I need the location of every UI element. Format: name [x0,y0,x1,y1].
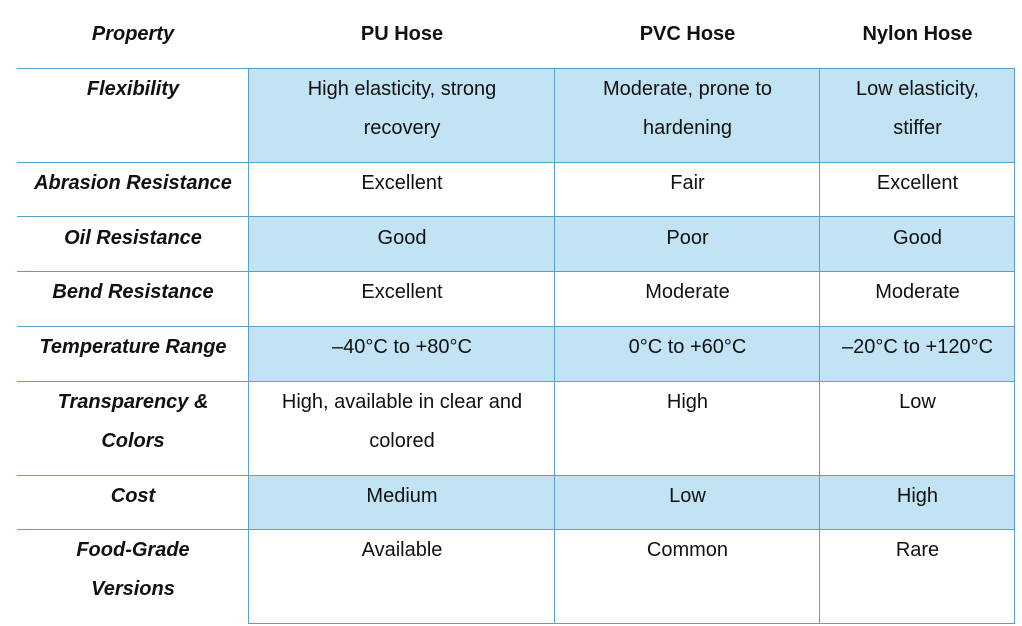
cell-pu: Excellent [361,281,443,303]
cell-pu: Good [377,227,427,249]
cell-pu: –40°C to +80°C [332,336,472,358]
cell-pvc: Common [646,539,729,561]
cell-nylon: Excellent [876,172,959,194]
row-property-label: Transparency & Colors [57,391,209,452]
header-pvc-hose: PVC Hose [639,23,736,45]
cell-nylon: Moderate [875,281,960,303]
cell-pvc: Moderate, prone to hardening [603,78,772,139]
cell-nylon: –20°C to +120°C [841,336,994,358]
row-divider [17,216,1015,217]
cell-nylon: Rare [895,539,940,561]
cell-pu: High, available in clear and colored [281,391,523,452]
cell-pu: Available [361,539,443,561]
cell-pu: Excellent [361,172,443,194]
header-property: Property [91,23,175,45]
header-pu-hose: PU Hose [360,23,444,45]
table-bottom-border [249,623,1015,624]
header-nylon-hose: Nylon Hose [862,23,973,45]
cell-pvc: Moderate [645,281,730,303]
cell-nylon: Low [899,391,936,413]
row-property-label: Bend Resistance [52,281,214,303]
row-property-label: Cost [110,485,156,507]
row-property-label: Flexibility [86,78,180,100]
row-property-label: Temperature Range [39,336,227,358]
row-property-label: Food-Grade Versions [76,539,190,600]
cell-pvc: Low [669,485,706,507]
cell-nylon: Good [893,227,942,249]
cell-pvc: 0°C to +60°C [628,336,747,358]
cell-pvc: Fair [670,172,705,194]
cell-nylon: High [896,485,939,507]
cell-pvc: High [666,391,709,413]
row-property-label: Oil Resistance [64,227,202,249]
cell-nylon: Low elasticity, stiffer [855,78,979,139]
cell-pu: Medium [366,485,438,507]
row-property-label: Abrasion Resistance [34,172,232,194]
cell-pvc: Poor [666,227,709,249]
cell-pu: High elasticity, strong recovery [307,78,497,139]
